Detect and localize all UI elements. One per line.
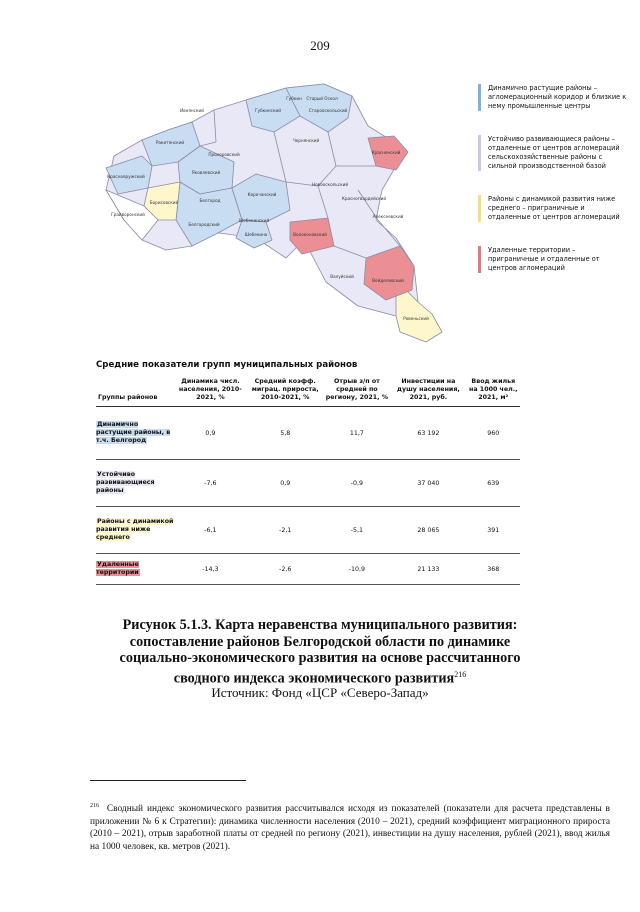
group-name: Районы с динамикой развития ниже среднего [96,518,174,541]
table-cell: -5,1 [324,507,391,554]
footnote-number: 216 [90,803,99,809]
table-cell: -6,1 [174,507,247,554]
legend-swatch-blue [478,84,481,111]
map-label: Прохоровский [208,152,240,157]
column-header: Группы районов [96,376,174,407]
map-label: Старооскольский [308,108,348,113]
map-label: Корочанский [247,192,277,197]
footnote-divider [90,780,246,781]
table-cell: 11,7 [324,407,391,460]
table-row [96,554,520,585]
map-label: Шебекинский [238,218,270,223]
group-name: Устойчиво развивающиеся районы [96,471,155,494]
table-cell: -14,3 [174,554,247,585]
legend-item [478,84,628,111]
map-label: Грайворонский [111,212,145,217]
district-map [96,70,476,350]
legend-label: Районы с динамикой развития ниже среднего – приграничные и отдаленные от центров агломераций [488,195,620,221]
table-cell: 21 133 [390,554,466,585]
map-label: Ровеньский [403,316,429,321]
table-cell: 37 040 [390,460,466,507]
map-label: Губкинский [255,108,281,113]
table-title: Средние показатели групп муниципальных районов [96,360,358,370]
caption-text: Рисунок 5.1.3. Карта неравенства муниципального развития: сопоставление районов Белгородской области по динамике социально-экономического развития на основе рассчитанного сводного индекса экономического развития [119,617,521,687]
map-label: Борисовский [149,200,179,205]
legend-swatch-red [478,246,481,273]
map-label: Краснояружский [107,174,145,179]
group-cell [96,507,174,554]
group-name: Динамично растущие районы, в т.ч. Белгород [96,421,171,444]
column-header: Динамика числ. населения, 2010-2021, % [174,376,247,407]
table-cell: -2,6 [247,554,324,585]
table-cell: -10,9 [324,554,391,585]
map-legend [478,84,628,297]
map-label: Белгород [199,198,221,203]
map-label: Валуйский [330,274,354,279]
table-cell: 63 192 [390,407,466,460]
table-cell: 28 065 [390,507,466,554]
map-label: Шебекино [244,232,268,237]
map-label: Красненский [371,150,401,155]
table-cell: -2,1 [247,507,324,554]
map-label: Яковлевский [191,170,221,175]
legend-item [478,135,628,171]
legend-item [478,195,628,222]
map-label: Чернянский [292,138,320,143]
table-cell: 960 [467,407,520,460]
table-cell: 5,8 [247,407,324,460]
table-row [96,507,520,554]
group-cell [96,407,174,460]
group-cell [96,554,174,585]
table-cell: 391 [467,507,520,554]
map-label: Ракитянский [155,140,185,145]
group-name: Удаленные территории [96,561,139,576]
map-label: Красногвардейский [341,196,387,201]
page-number: 209 [310,38,330,53]
table-header-row [96,376,520,407]
figure-source: Источник: Фонд «ЦСР «Северо-Запад» [211,685,429,700]
groups-table [96,376,520,585]
table-cell: 368 [467,554,520,585]
footnote-text: Сводный индекс экономического развития рассчитывался исходя из показателей (показатели для расчета представлены в приложении № 6 к Стратегии): динамика численности населения (2010 – 2021), средний коэффициент миграционного прироста (2010 – 2021), отрыв заработной платы от средней по региону (2021), инвестиции на душу населения, рублей (2021), ввод жилья на 1000 человек, кв. метров (2021). [90,804,610,852]
column-header: Инвестиции на душу населения, 2021, руб. [390,376,466,407]
legend-swatch-yellow [478,195,481,222]
legend-label: Динамично растущие районы – агломерационный коридор и близкие к нему промышленные центры [488,84,627,110]
column-header: Средний коэфф. миграц. прироста, 2010-2021, % [247,376,324,407]
table-cell: -7,6 [174,460,247,507]
map-label: Новооскольский [311,182,349,187]
map-label: Губкин [286,96,302,101]
map-label: Вейделевский [372,278,404,283]
caption-footnote-ref: 216 [454,669,467,679]
legend-swatch-light [478,135,481,171]
group-cell [96,460,174,507]
map-label: Ивнянский [180,108,204,113]
table-cell: 0,9 [174,407,247,460]
map-label: Волоконовский [293,232,327,237]
legend-item [478,246,628,273]
map-label: Старый Оскол [306,96,338,101]
footnote [90,800,610,853]
legend-label: Устойчиво развивающиеся районы – отдаленные от центров агломераций сельскохозяйственные районы с сильной производственной базой [488,135,620,170]
figure-caption [110,617,530,687]
table-cell: 639 [467,460,520,507]
table-row [96,407,520,460]
map-label: Белгородский [188,222,220,227]
column-header: Отрыв з/п от средней по региону, 2021, % [324,376,391,407]
table-row [96,460,520,507]
table-cell: 0,9 [247,460,324,507]
map-label: Алексеевский [372,214,404,219]
legend-label: Удаленные территории – приграничные и отдаленные от центров агломераций [488,246,600,272]
column-header: Ввод жилья на 1000 чел., 2021, м² [467,376,520,407]
table-cell: -0,9 [324,460,391,507]
